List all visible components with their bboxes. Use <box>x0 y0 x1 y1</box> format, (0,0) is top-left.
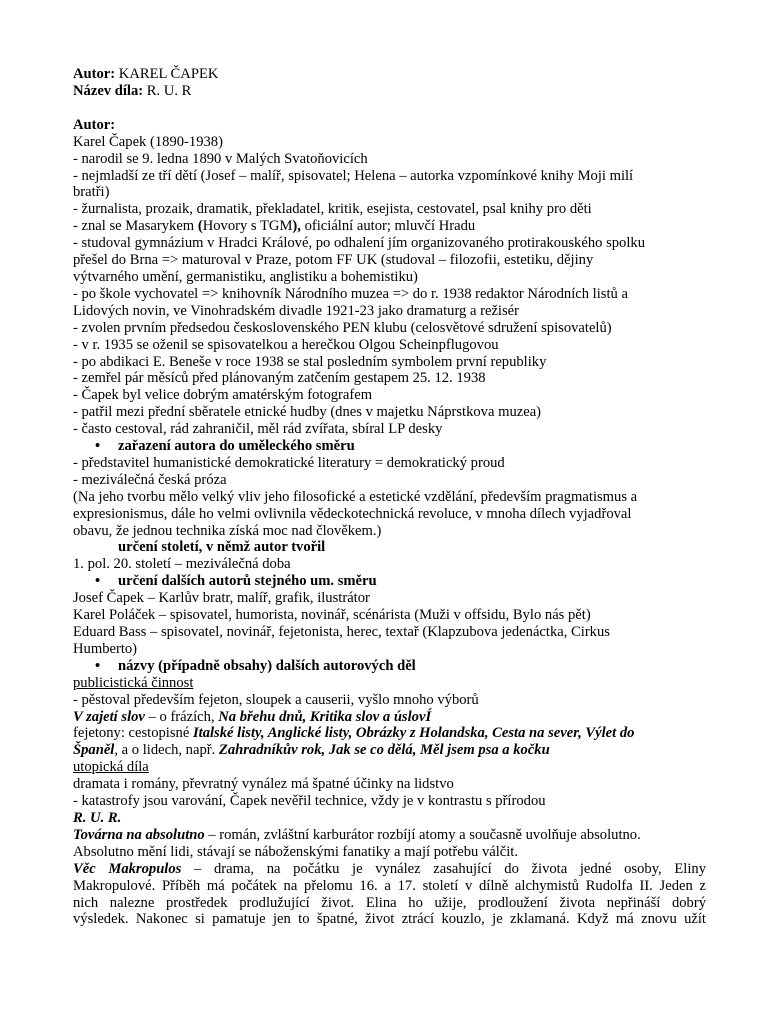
text-line: nich nalezne prostředek prodlužující život. Elina ho užije, prodloužení života nepřináší dobrý <box>73 894 706 911</box>
text-line: Karel Poláček – spisovatel, humorista, novinář, scénárista (Muži v offsidu, Bylo nás pět) <box>73 607 591 624</box>
text-line: - narodil se 9. ledna 1890 v Malých Svatoňovicích <box>73 150 368 167</box>
text-line: výtvarného umění, germanistiku, anglistiku a bohemistiku) <box>73 268 418 285</box>
text-run: ( <box>197 218 203 235</box>
rur-title: R. U. R. <box>73 809 122 826</box>
text-line: expresionismus, dále ho velmi ovlivnila vědeckotechnická revoluce, v mnoha dílech vyjadřoval <box>73 505 632 522</box>
text-line: - po abdikaci E. Beneše v roce 1938 se stal posledním symbolem první republiky <box>73 353 547 370</box>
text-run: - znal se Masarykem <box>73 218 198 235</box>
tovarna-line <box>73 827 706 844</box>
fejetony-line-2 <box>73 742 706 759</box>
work-title: Italské listy, Anglické listy, Obrázky z Holandska, Cesta na sever, Výlet do <box>192 725 635 742</box>
utopia-subheading: utopická díla <box>73 759 149 776</box>
text-run: – o frázích, <box>144 708 219 725</box>
bullet-icon: • <box>95 438 101 455</box>
others-heading <box>73 573 706 590</box>
vec-line <box>73 861 706 878</box>
work-value: R. U. R <box>143 82 192 99</box>
text-line: - žurnalista, prozaik, dramatik, překladatel, kritik, esejista, cestovatel, psal knihy pro děti <box>73 201 592 218</box>
direction-heading <box>73 438 706 455</box>
work-title: Zahradníkův rok, Jak se co dělá, Měl jsem psa a kočku <box>218 742 550 759</box>
text-line: - představitel humanistické demokratické literatury = demokratický proud <box>73 454 505 471</box>
text-line: bratři) <box>73 184 110 201</box>
bullet-icon: • <box>95 657 101 674</box>
text-line: - patřil mezi přední sběratele etnické hudby (dnes v majetku Náprstkova muzea) <box>73 404 542 421</box>
text-line: - katastrofy jsou varování, Čapek nevěřil technice, vždy je v kontrastu s přírodou <box>73 793 546 810</box>
text-line: - často cestoval, rád zahraničil, měl rád zvířata, sbíral LP desky <box>73 421 443 438</box>
text-line: - po škole vychovatel => knihovník Národního muzea => do r. 1938 redaktor Národních listů a <box>73 285 628 302</box>
bullet-label: určení dalších autorů stejného um. směru <box>118 573 377 590</box>
text-line: - nejmladší ze tří dětí (Josef – malíř, spisovatel; Helena – autorka vzpomínkové knihy Moji milí <box>73 167 634 184</box>
work-title: Věc Makropulos <box>73 860 182 877</box>
fejetony-line <box>73 725 706 742</box>
author-line <box>73 66 706 83</box>
work-title-line <box>73 83 706 100</box>
text-line: - meziválečná česká próza <box>73 471 227 488</box>
text-line: - v r. 1935 se oženil se spisovatelkou a herečkou Olgou Scheinpflugovou <box>73 336 499 353</box>
text-line: 1. pol. 20. století – meziválečná doba <box>73 556 291 573</box>
text-line: výsledek. Nakonec si pamatuje jen to špatné, život ztrácí kouzlo, je zklamaná. Když má znovu užít <box>73 911 706 928</box>
text-run: Hovory s TGM <box>202 218 293 235</box>
text-line: Absolutno mění lidi, stávají se náboženskými fanatiky a mají potřebu válčit. <box>73 843 519 860</box>
work-title: Španěl <box>73 742 115 759</box>
text-run: fejetony: cestopisné <box>73 725 193 742</box>
text-run: , a o lidech, např. <box>114 742 219 759</box>
zajeti-line <box>73 709 706 726</box>
text-line: obavu, že jednou technika získá moc nad člověkem.) <box>73 522 382 539</box>
work-title: V zajetí slov <box>73 708 145 725</box>
journalism-subheading: publicistická činnost <box>73 674 194 691</box>
text-line: - zvolen prvním předsedou československého PEN klubu (celosvětové sdružení spisovatelů) <box>73 319 612 336</box>
century-heading: určení století, v němž autor tvořil <box>118 539 326 556</box>
text-line: přešel do Brna => maturoval v Praze, potom FF UK (studoval – filozofii, estetiku, dějiny <box>73 252 594 269</box>
author-value: KAREL ČAPEK <box>115 66 219 82</box>
text-line: (Na jeho tvorbu mělo velký vliv jeho filosofické a estetické vzdělání, především pragmatismus a <box>73 488 638 505</box>
text-run: – drama, na počátku je vynález zasahující do života jedné osoby, Eliny <box>181 860 706 877</box>
text-line: Eduard Bass – spisovatel, novinář, fejetonista, herec, textař (Klapzubova jedenáctka, Cirkus <box>73 624 610 640</box>
text-line: Karel Čapek (1890-1938) <box>73 133 223 150</box>
bullet-label: názvy (případně obsahy) dalších autorových děl <box>118 657 416 674</box>
works-heading <box>73 658 706 675</box>
text-run: – román, zvláštní karburátor rozbíjí atomy a současně uvolňuje absolutno. <box>204 826 641 843</box>
work-title: Továrna na absolutno <box>73 826 205 843</box>
text-line: Lidových novin, ve Vinohradském divadle 1921-23 jako dramaturg a režisér <box>73 302 520 319</box>
author-section-heading: Autor: <box>73 116 116 133</box>
text-line: - studoval gymnázium v Hradci Králové, po odhalení jím organizovaného protirakouského spolku <box>73 235 645 252</box>
tgm-line <box>73 218 706 235</box>
author-label: Autor: <box>73 66 116 82</box>
text-run: oficiální autor; mluvčí Hradu <box>300 218 476 235</box>
text-line: - zemřel pár měsíců před plánovaným zatčením gestapem 25. 12. 1938 <box>73 370 486 387</box>
text-line: Josef Čapek – Karlův bratr, malíř, grafik, ilustrátor <box>73 590 370 607</box>
text-line: dramata i romány, převratný vynález má špatné účinky na lidstvo <box>73 776 454 793</box>
bullet-icon: • <box>95 573 101 590</box>
bullet-label: zařazení autora do uměleckého směru <box>118 438 355 455</box>
spacer <box>73 100 706 117</box>
work-title: Na břehu dnů, Kritika slov a úslovÍ <box>218 708 432 725</box>
text-line: Makropulové. Příběh má počátek na přelomu 16. a 17. století v dílně alchymistů Rudolfa II. Jeden z <box>73 877 706 894</box>
work-label: Název díla: <box>73 82 144 99</box>
text-run: ), <box>292 218 301 235</box>
text-line: - Čapek byl velice dobrým amatérským fotografem <box>73 387 373 404</box>
text-line: - pěstoval především fejeton, sloupek a causerii, vyšlo mnoho výborů <box>73 691 479 708</box>
text-line: Humberto) <box>73 640 138 657</box>
